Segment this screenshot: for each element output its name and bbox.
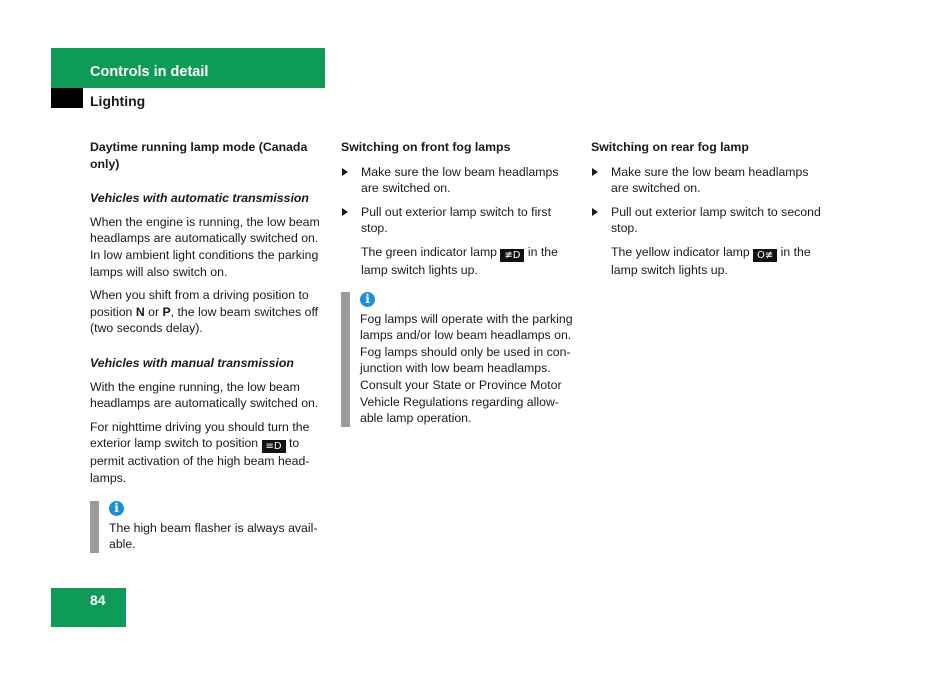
rear-fog-lamp-icon: O≢ [753,249,777,262]
front-fog-step-2: Pull out exterior lamp switch to first stop. [341,204,577,237]
page-number: 84 [90,592,106,608]
manual-paragraph-2: For nighttime driving you should turn the exterior lamp switch to position ≡D to permit activation of the high beam head-lamps. [90,419,310,485]
rear-fog-heading: Switching on rear fog lamp [591,140,749,154]
manual-heading: Vehicles with manual transmission [90,355,294,370]
rear-fog-result: The yellow indicator lamp O≢ in the lamp switch lights up. [611,244,811,277]
manual-paragraph-1: With the engine running, the low beam headlamps are automatically switched on. [90,379,319,411]
front-fog-result: The green indicator lamp ≢D in the lamp switch lights up. [361,244,558,277]
info-icon: i [360,292,375,307]
bullet-arrow-icon [342,168,348,176]
front-fog-heading: Switching on front fog lamps [341,140,511,154]
note-bar [90,501,99,553]
column-rear-fog [591,139,827,286]
automatic-heading: Vehicles with automatic transmission [90,191,309,206]
page-number-box [51,588,126,627]
automatic-paragraph-1: When the engine is running, the low beam headlamps are automatically switched on. In low ambient light conditions the parking lamps will also switch on. [90,214,320,279]
front-fog-lamp-icon: ≢D [500,249,524,262]
note-text: Fog lamps will operate with the parking lamps and/or low beam headlamps on. Fog lamps should only be used in con-junction with low beam headlamps. Consult your State or Province Motor Vehicle Regulations regarding allow-able lamp operation. [360,311,573,426]
bullet-arrow-icon [592,208,598,216]
section-title: Controls in detail [90,64,209,80]
front-fog-step-1: Make sure the low beam headlamps are switched on. [341,164,577,197]
daytime-heading: Daytime running lamp mode (Canada only) [90,140,308,171]
note-bar [341,292,350,427]
note-text: The high beam flasher is always avail-able. [109,520,318,552]
subsection-title: Lighting [90,93,146,109]
rear-fog-step-1: Make sure the low beam headlamps are switched on. [591,164,827,197]
automatic-paragraph-2: When you shift from a driving position to position N or P, the low beam switches off (two seconds delay). [90,288,319,336]
bullet-arrow-icon [592,168,598,176]
high-beam-note [90,501,326,553]
header-marker [51,88,83,108]
column-daytime-running [90,139,326,560]
info-icon: i [109,501,124,516]
column-front-fog [341,139,577,434]
low-beam-icon: ≡D [262,440,286,453]
rear-fog-step-2: Pull out exterior lamp switch to second stop. [591,204,827,237]
bullet-arrow-icon [342,208,348,216]
fog-lamp-note [341,292,577,427]
